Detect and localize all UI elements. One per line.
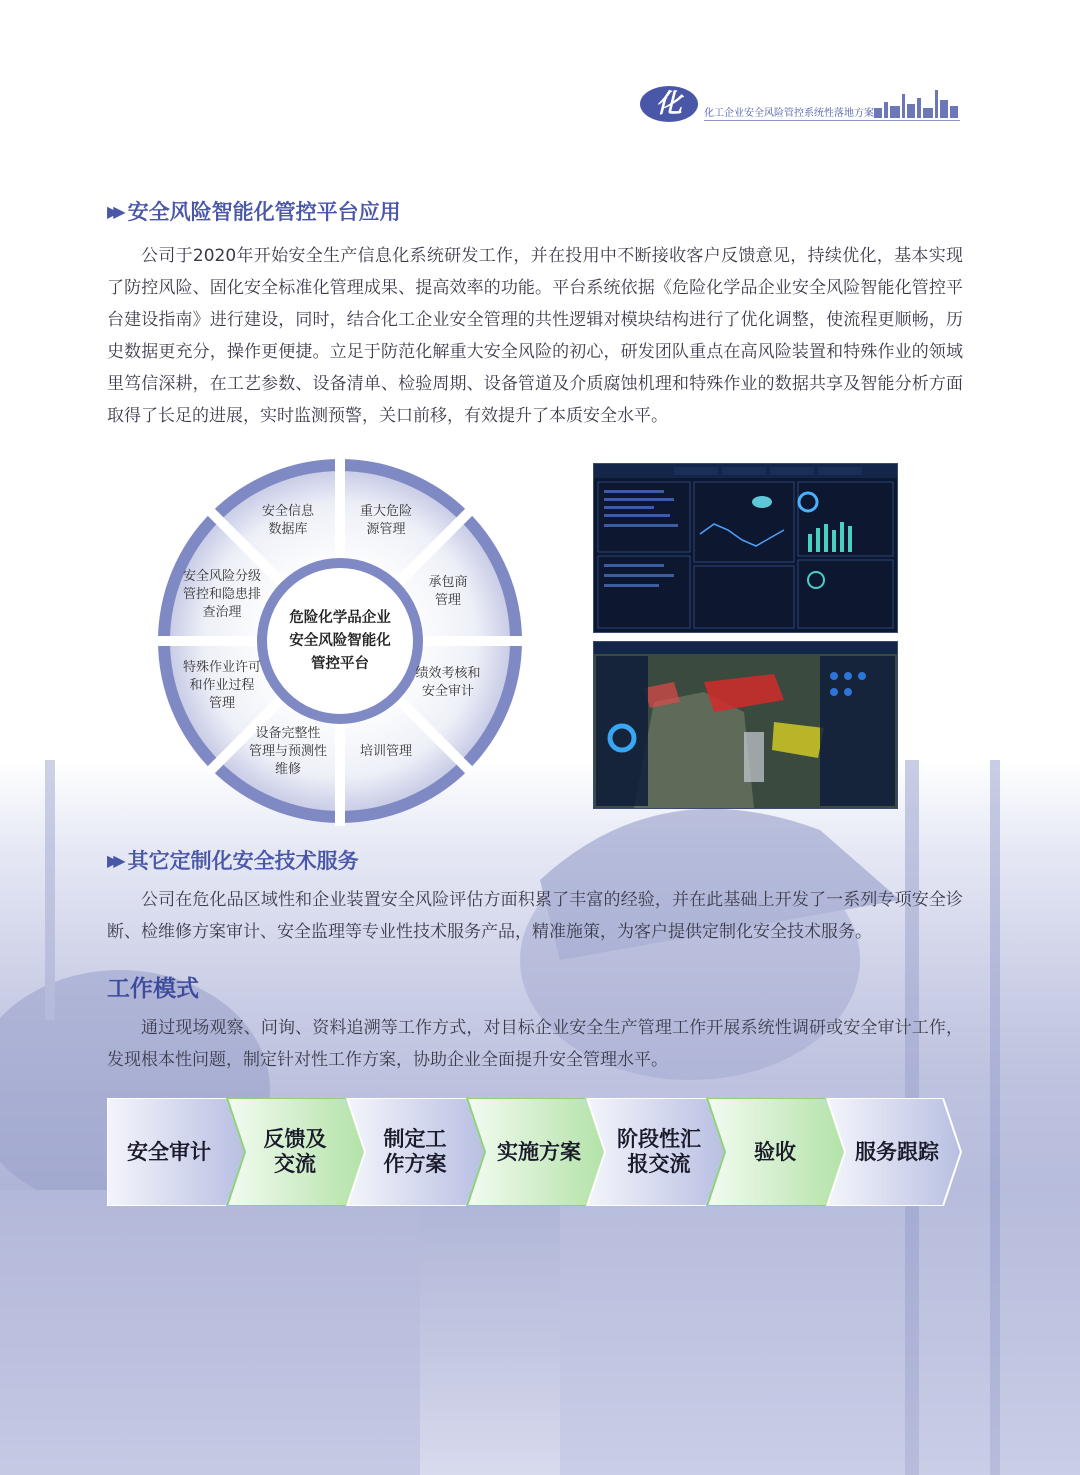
map-illustration <box>594 642 897 808</box>
step-line: 安全审计 <box>127 1139 211 1164</box>
wheel-segment-performance <box>393 665 503 701</box>
seg-line: 查治理 <box>202 605 242 620</box>
seg-line: 和作业过程 <box>189 678 255 693</box>
step-line: 制定工 <box>383 1127 447 1151</box>
wheel-center-line2: 安全风险智能化 <box>289 632 391 649</box>
wheel-segment-training <box>331 743 441 761</box>
company-logo: 化 <box>640 86 698 122</box>
wheel-segment-contractor <box>393 574 503 610</box>
seg-line: 源管理 <box>366 522 406 537</box>
map-screenshot <box>593 641 898 809</box>
platform-paragraph: 公司于2020年开始安全生产信息化系统研发工作，并在投用中不断接收客户反馈意见，持续优化，基本实现了防控风险、固化安全标准化管理成果、提高效率的功能。平台系统依据《危险化学品企业安全风险智能化管控平台建设指南》进行建设，同时，结合化工企业安全管理的共性逻辑对模块结构进行了优化调整，使流程更顺畅，历史数据更充分，操作更便捷。立足于防范化解重大安全风险的初心，研发团队重点在高风险装置和特殊作业的领域里笃信深耕，在工艺参数、设备清单、检验周期、设备管道及介质腐蚀机理和特殊作业的数据共享及智能分析方面取得了长足的进展，实时监测预警，关口前移，有效提升了本质安全水平。 <box>107 246 963 426</box>
workflow-steps <box>107 1098 963 1206</box>
seg-line: 安全信息 <box>261 504 314 519</box>
header-title: 化工企业安全风险管控系统性落地方案 <box>704 108 874 119</box>
seg-line: 承包商 <box>428 575 468 590</box>
wheel-center-line3: 管控平台 <box>311 655 369 672</box>
page-header <box>640 86 960 126</box>
custom-services-paragraph: 公司在危化品区域性和企业装置安全风险评估方面积累了丰富的经验，并在此基础上开发了一系列专项安全诊断、检维修方案审计、安全监理等专业性技术服务产品，精准施策，为客户提供定制化安全技术服务。 <box>107 890 963 942</box>
workflow-step-report <box>599 1098 719 1206</box>
workflow-step-plan <box>359 1098 471 1206</box>
factory-skyline-icon <box>872 86 960 118</box>
workflow-step-acceptance <box>719 1098 831 1206</box>
seg-line: 管理与预测性 <box>248 744 327 759</box>
seg-line: 绩效考核和 <box>415 666 481 681</box>
work-mode-paragraph: 通过现场观察、问询、资料追溯等工作方式，对目标企业安全生产管理工作开展系统性调研或安全审计工作，发现根本性问题，制定针对性工作方案，协助企业全面提升安全管理水平。 <box>107 1018 963 1070</box>
workflow-step-tracking <box>841 1098 953 1206</box>
wheel-segment-major-hazard <box>331 503 441 539</box>
seg-line: 管理 <box>434 593 461 608</box>
step-line: 验收 <box>754 1139 796 1164</box>
seg-line: 特殊作业许可 <box>182 660 261 675</box>
dashboard-screenshot <box>593 463 898 633</box>
step-line: 报交流 <box>627 1152 691 1176</box>
seg-line: 维修 <box>274 762 301 777</box>
wheel-segment-equipment <box>233 725 343 779</box>
step-line: 实施方案 <box>497 1139 581 1164</box>
double-arrow-icon: ▶▶ <box>107 202 120 221</box>
platform-wheel-diagram <box>155 456 525 826</box>
step-line: 阶段性汇 <box>617 1127 701 1151</box>
seg-line: 安全风险分级 <box>182 569 261 584</box>
wheel-segment-special-work <box>167 659 277 713</box>
work-mode-title: 工作模式 <box>107 976 199 1002</box>
step-line: 作方案 <box>383 1152 447 1176</box>
step-line: 反馈及 <box>263 1127 327 1151</box>
seg-line: 安全审计 <box>421 684 474 699</box>
wheel-center-line1: 危险化学品企业 <box>289 609 391 626</box>
seg-line: 管控和隐患排 <box>182 587 261 602</box>
seg-line: 重大危险 <box>359 504 412 519</box>
seg-line: 培训管理 <box>359 744 412 759</box>
workflow-step-audit <box>111 1098 227 1206</box>
workflow-step-implement <box>479 1098 599 1206</box>
seg-line: 管理 <box>208 696 235 711</box>
wheel-segment-risk-grading <box>167 568 277 622</box>
workflow-step-feedback <box>239 1098 351 1206</box>
wheel-segment-safety-info <box>233 503 343 539</box>
step-line: 交流 <box>274 1152 316 1176</box>
section-title-text: 其它定制化安全技术服务 <box>127 849 359 873</box>
section-title-platform <box>107 196 401 226</box>
dashboard-illustration <box>594 464 897 632</box>
section-title-text: 安全风险智能化管控平台应用 <box>127 200 401 224</box>
seg-line: 设备完整性 <box>255 726 321 741</box>
header-divider <box>704 120 960 121</box>
double-arrow-icon: ▶▶ <box>107 851 120 870</box>
section-title-custom-services <box>107 845 359 875</box>
seg-line: 数据库 <box>268 522 308 537</box>
step-line: 服务跟踪 <box>855 1139 939 1164</box>
